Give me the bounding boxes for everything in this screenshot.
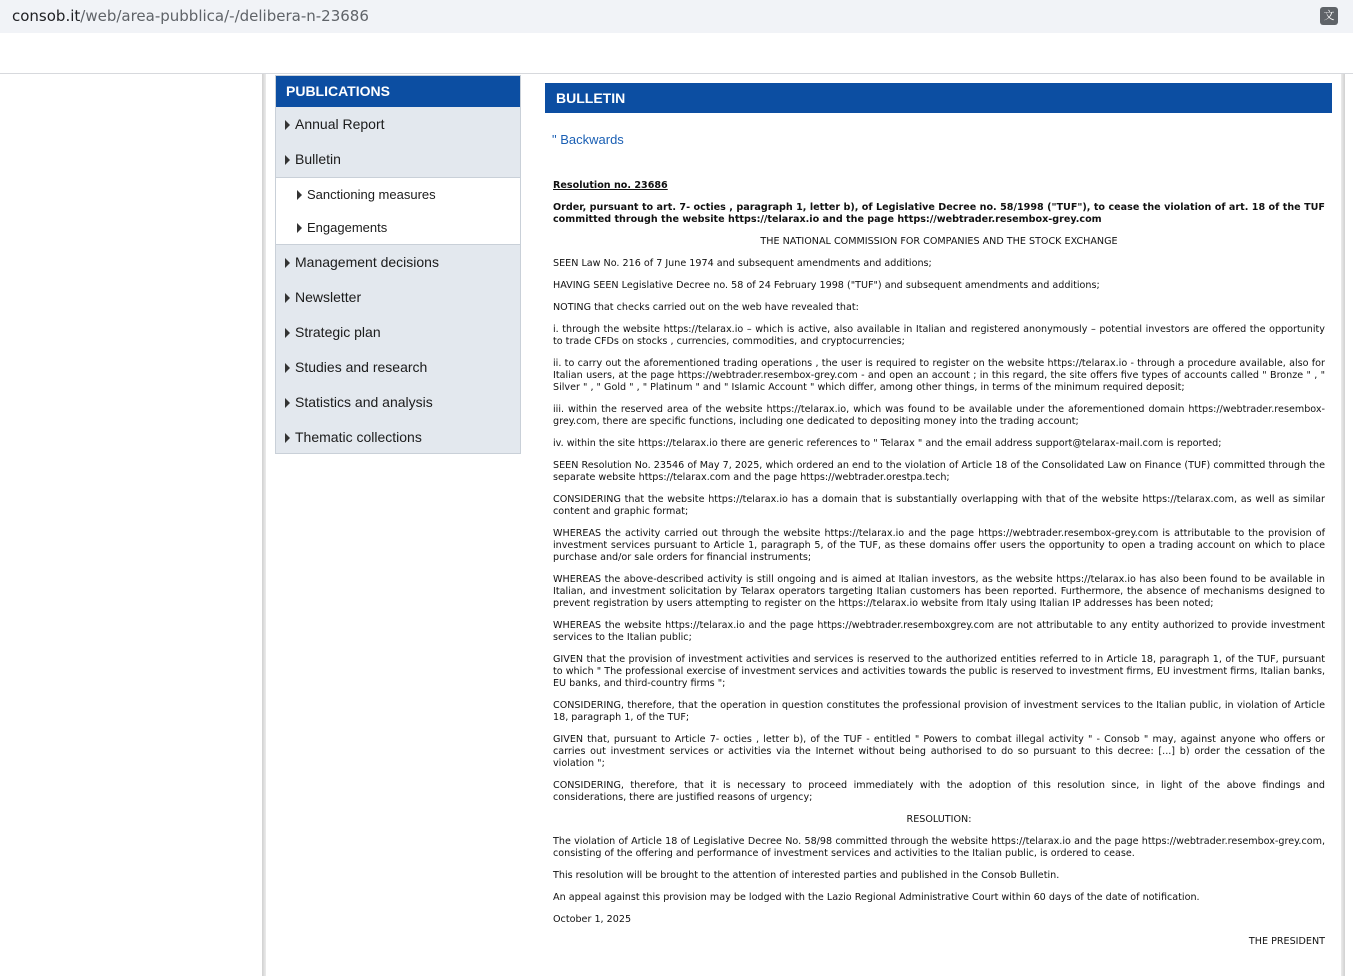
sidebar-item-label: Newsletter bbox=[295, 289, 362, 305]
translate-icon[interactable]: 文 bbox=[1320, 7, 1338, 25]
sidebar-item-management-decisions[interactable] bbox=[276, 245, 520, 280]
caret-right-icon bbox=[285, 155, 290, 165]
bulletin-submenu bbox=[276, 177, 520, 245]
caret-right-icon bbox=[285, 258, 290, 268]
sidebar-item-label: Bulletin bbox=[295, 151, 341, 167]
sidebar-item-newsletter[interactable] bbox=[276, 280, 520, 315]
caret-right-icon bbox=[297, 190, 302, 200]
sidebar-item-label: Studies and research bbox=[295, 359, 428, 375]
doc-paragraph: WHEREAS the activity carried out through the website https://telarax.io and the page https://webtrader.resembox-grey.com is attributable to the provision of investment services pursuant to Article 1, paragraph 5, of the TUF, as these domains offer users the opportunity to open a trading account on which to place purchase and/or sale orders for financial instruments; bbox=[553, 528, 1325, 563]
backwards-link[interactable]: " Backwards bbox=[552, 132, 624, 147]
doc-paragraph: An appeal against this provision may be lodged with the Lazio Regional Administrative Court within 60 days of the date of notification. bbox=[553, 892, 1200, 903]
sidebar-item-bulletin[interactable] bbox=[276, 142, 520, 177]
toolbar-divider bbox=[0, 73, 1353, 74]
signature: THE PRESIDENT bbox=[1248, 936, 1325, 947]
sidebar-subitem-engagements[interactable] bbox=[276, 211, 520, 244]
doc-date: October 1, 2025 bbox=[553, 914, 632, 925]
resolution-heading: RESOLUTION: bbox=[906, 814, 972, 825]
sidebar-item-label: Thematic collections bbox=[295, 429, 422, 445]
caret-right-icon bbox=[285, 328, 290, 338]
sidebar-item-thematic-collections[interactable] bbox=[276, 420, 520, 455]
doc-paragraph: i. through the website https://telarax.io – which is active, also available in Italian and registered anonymously – potential investors are offered the opportunity to trade CFDs on stocks , currencies, commodities, and cryptocurrencies; bbox=[553, 324, 1325, 347]
bulletin-header: BULLETIN bbox=[545, 83, 1332, 113]
doc-paragraph: This resolution will be brought to the attention of interested parties and published in the Consob Bulletin. bbox=[553, 870, 1060, 881]
doc-paragraph: GIVEN that the provision of investment activities and services is reserved to the authorized entities referred to in Article 18, paragraph 1, of the TUF, pursuant to which " The professional exercise of investment services and activities towards the public is reserved to investment firms, EU investment firms, Italian banks, EU banks, and third-country firms "; bbox=[553, 654, 1325, 689]
caret-right-icon bbox=[297, 223, 302, 233]
doc-paragraph: NOTING that checks carried out on the web have revealed that: bbox=[553, 302, 859, 313]
order-title: Order, pursuant to art. 7- octies , paragraph 1, letter b), of Legislative Decree no. 58/1998 ("TUF"), to cease the violation of art. 18 of the TUF committed through the website https://telarax.io and the page https://webtrader.resembox-grey.com bbox=[553, 202, 1325, 225]
sidebar-item-label: Strategic plan bbox=[295, 324, 381, 340]
doc-paragraph: CONSIDERING, therefore, that it is necessary to proceed immediately with the adoption of this resolution since, in light of the above findings and considerations, there are justified reasons of urgency; bbox=[553, 780, 1325, 803]
sidebar-item-label: Statistics and analysis bbox=[295, 394, 433, 410]
doc-paragraph: WHEREAS the website https://telarax.io and the page https://webtrader.resemboxgrey.com are not attributable to any entity authorized to provide investment services to the Italian public; bbox=[553, 620, 1325, 643]
sidebar-subitem-label: Engagements bbox=[307, 220, 388, 235]
address-bar[interactable] bbox=[0, 0, 1353, 33]
caret-right-icon bbox=[285, 363, 290, 373]
sidebar-item-annual-report[interactable] bbox=[276, 107, 520, 142]
caret-right-icon bbox=[285, 293, 290, 303]
doc-paragraph: ii. to carry out the aforementioned trading operations , the user is required to register on the website https://telarax.io - through a procedure available, also for Italian users, at the page https://webtrader.resembox-grey.com - and open an account ; in this regard, the site offers five types of accounts called " Bronze " , " Silver " , " Gold " , " Platinum " and " Islamic Account " which differ, among other things, in terms of the minimum required deposit; bbox=[553, 358, 1325, 393]
doc-paragraph: CONSIDERING, therefore, that the operation in question constitutes the professional provision of investment services to the Italian public, in violation of Article 18, paragraph 1, of the TUF; bbox=[553, 700, 1325, 723]
page-shadow-right bbox=[1341, 74, 1345, 976]
sidebar-item-strategic-plan[interactable] bbox=[276, 315, 520, 350]
sidebar-item-statistics-and-analysis[interactable] bbox=[276, 385, 520, 420]
url-path: /web/area-pubblica/-/delibera-n-23686 bbox=[80, 7, 369, 25]
sidebar-title: PUBLICATIONS bbox=[276, 76, 520, 107]
doc-paragraph: CONSIDERING that the website https://telarax.io has a domain that is substantially overlapping with that of the website https://telarax.com, as well as similar content and graphic format; bbox=[553, 494, 1325, 517]
page-shadow-left bbox=[262, 74, 266, 976]
sidebar-subitem-sanctioning-measures[interactable] bbox=[276, 178, 520, 211]
doc-paragraph: SEEN Resolution No. 23546 of May 7, 2025, which ordered an end to the violation of Article 18 of the Consolidated Law on Finance (TUF) committed through the separate website https://telarax.com and the page https://webtrader.orestpa.tech; bbox=[553, 460, 1325, 483]
caret-right-icon bbox=[285, 398, 290, 408]
doc-paragraph: HAVING SEEN Legislative Decree no. 58 of 24 February 1998 ("TUF") and subsequent amendments and additions; bbox=[553, 280, 1100, 291]
resolution-number: Resolution no. 23686 bbox=[553, 180, 668, 191]
sidebar-item-label: Management decisions bbox=[295, 254, 439, 270]
url-text[interactable] bbox=[12, 7, 369, 25]
caret-right-icon bbox=[285, 433, 290, 443]
sidebar-item-studies-and-research[interactable] bbox=[276, 350, 520, 385]
doc-paragraph: The violation of Article 18 of Legislative Decree No. 58/98 committed through the website https://telarax.io and the page https://webtrader.resembox-grey.com, consisting of the offering and performance of investment services and activities to the Italian public, is ordered to cease. bbox=[553, 836, 1325, 859]
sidebar-item-label: Annual Report bbox=[295, 116, 385, 132]
publications-sidebar bbox=[275, 75, 521, 454]
resolution-document bbox=[553, 180, 1325, 958]
doc-paragraph: iii. within the reserved area of the website https://telarax.io, which was found to be available under the aforementioned domain https://webtrader.resembox-grey.com, there are specific functions, including one dedicated to depositing money into the trading account; bbox=[553, 404, 1325, 427]
sidebar-subitem-label: Sanctioning measures bbox=[307, 187, 436, 202]
doc-paragraph: WHEREAS the above-described activity is still ongoing and is aimed at Italian investors, as the website https://telarax.io has also been found to be available in Italian, and investment solicitation by Telarax operators targeting Italian customers has been reported. Furthermore, the absence of mechanisms designed to prevent registration by users attempting to register on the https://telarax.io website from Italy using Italian IP addresses has been noted; bbox=[553, 574, 1325, 609]
doc-paragraph: SEEN Law No. 216 of 7 June 1974 and subsequent amendments and additions; bbox=[553, 258, 932, 269]
caret-right-icon bbox=[285, 120, 290, 130]
url-host: consob.it bbox=[12, 7, 81, 25]
doc-paragraph: GIVEN that, pursuant to Article 7- octies , letter b), of the TUF - entitled " Powers to combat illegal activity " - Consob " may, against anyone who offers or carries out investment services or activities via the Internet without being authorised to do so pursuant to this decree: [...] b) order the cessation of the violation "; bbox=[553, 734, 1325, 769]
doc-paragraph: iv. within the site https://telarax.io there are generic references to " Telarax " and the email address support@telarax-mail.com is reported; bbox=[553, 438, 1222, 449]
commission-heading: THE NATIONAL COMMISSION FOR COMPANIES AND THE STOCK EXCHANGE bbox=[760, 236, 1118, 247]
